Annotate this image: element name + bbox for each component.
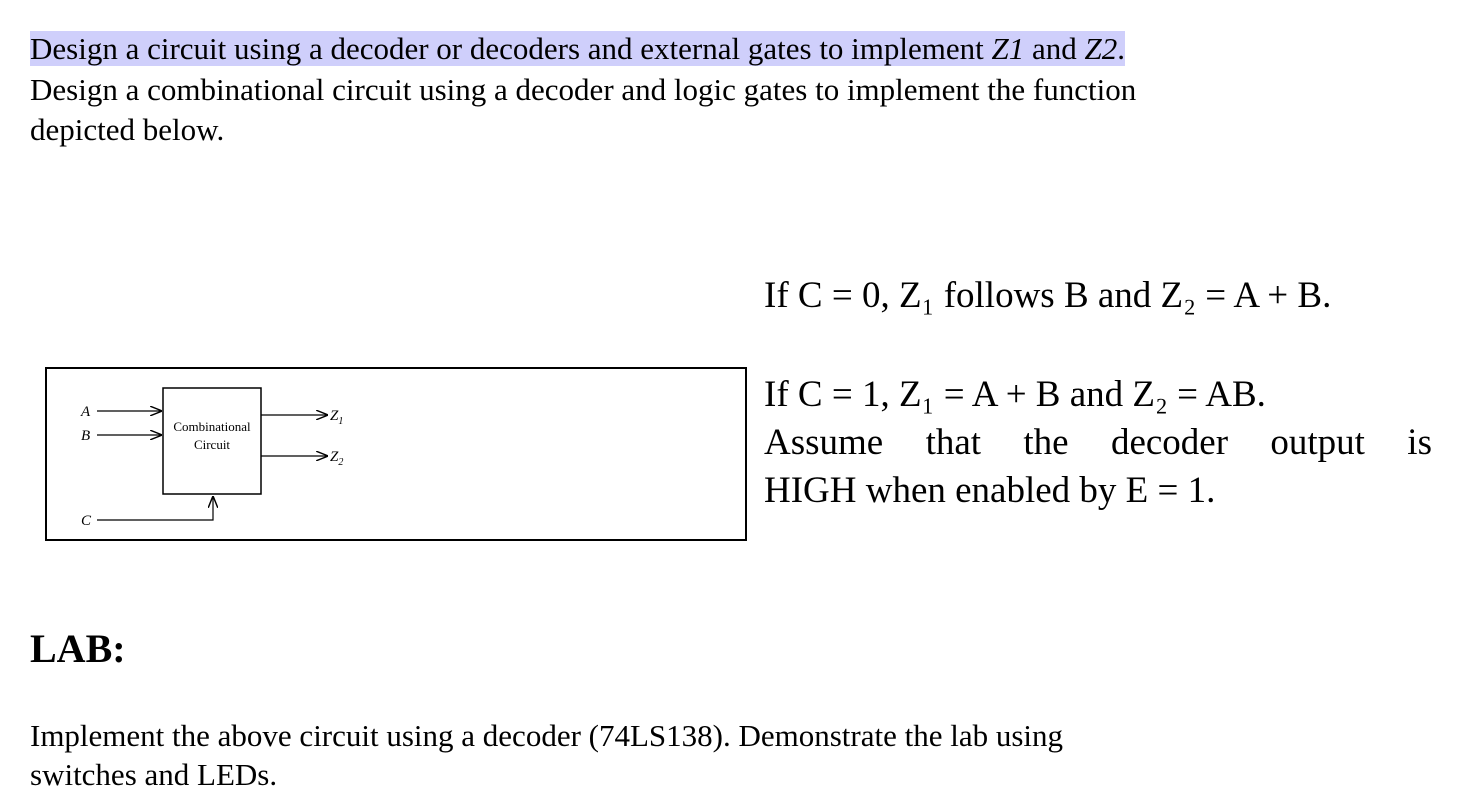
assume-line-1 <box>764 419 1432 467</box>
assume-word: decoder <box>1110 422 1229 463</box>
assume-word: is <box>1407 422 1432 463</box>
assume-word: that <box>925 422 982 463</box>
condition-c0: If C = 0, Z₁ follows B and Z₂ = A + B. <box>764 275 1332 316</box>
input-a-label: A <box>81 404 91 420</box>
assume-line-2: HIGH when enabled by E = 1. <box>764 470 1216 511</box>
intro-line-1 <box>30 29 1125 69</box>
assume-word: Assume <box>764 422 884 463</box>
condition-c1: If C = 1, Z₁ = A + B and Z₂ = AB. <box>764 374 1266 415</box>
block-label-1: Combinational <box>173 419 251 434</box>
lab-line-1: Implement the above circuit using a decoder (74LS138). Demonstrate the lab using <box>30 718 1064 753</box>
z1-label: Z1 <box>991 31 1025 66</box>
assume-word: the <box>1023 422 1069 463</box>
circuit-figure <box>45 367 747 541</box>
intro-line-1-prefix: Design a circuit using a decoder or decoders and external gates to implement <box>30 31 992 66</box>
lab-heading: LAB: <box>30 626 126 671</box>
intro-line-3: depicted below. <box>30 112 225 147</box>
intro-and: and <box>1024 31 1085 66</box>
intro-period: . <box>1117 31 1126 66</box>
block-label-2: Circuit <box>193 437 231 452</box>
input-c-label: C <box>81 513 92 529</box>
intro-line-2: Design a combinational circuit using a decoder and logic gates to implement the function <box>30 72 1137 107</box>
input-b-label: B <box>81 428 91 444</box>
lab-line-2: switches and LEDs. <box>30 757 278 792</box>
assume-word: output <box>1270 422 1365 463</box>
output-z2-label: $Z_2$ <box>330 449 344 468</box>
output-z1-label: $Z_1$ <box>330 408 344 427</box>
input-c-wire <box>97 497 213 520</box>
circuit-diagram <box>47 369 749 543</box>
z2-label: Z2 <box>1084 31 1118 66</box>
